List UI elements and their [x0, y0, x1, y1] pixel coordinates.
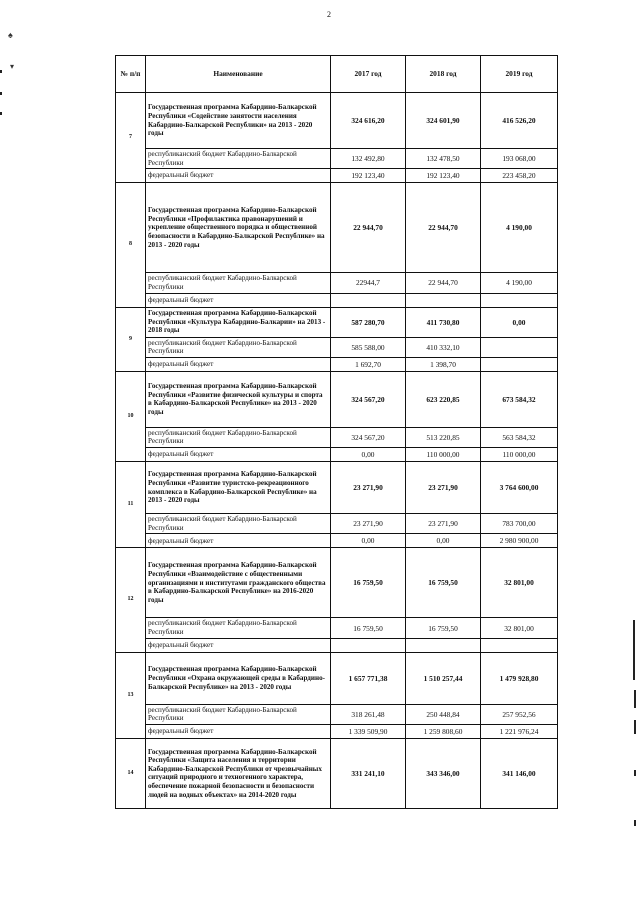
budget-source-value: 23 271,90	[331, 514, 406, 534]
scan-edge-mark	[634, 690, 636, 708]
budget-source-row	[116, 149, 558, 169]
program-total: 331 241,10	[331, 738, 406, 808]
program-name: Государственная программа Кабардино-Балкарской Республики «Профилактика правонарушений и укрепление общественного порядка и общественной безопасности в Кабардино-Балкарской Республике» на 2013 - 2020 годы	[146, 183, 331, 273]
budget-source-value: 4 190,00	[481, 273, 558, 293]
budget-source-value: 585 588,00	[331, 337, 406, 357]
budget-source-value: 23 271,90	[406, 514, 481, 534]
program-row	[116, 652, 558, 704]
program-total: 4 190,00	[481, 183, 558, 273]
budget-source-value: 513 220,85	[406, 427, 481, 447]
program-total: 416 526,20	[481, 93, 558, 149]
table-header-row	[116, 56, 558, 93]
budget-source-value: 1 339 509,90	[331, 724, 406, 738]
header-name: Наименование	[146, 56, 331, 93]
budget-source-value: 132 492,80	[331, 149, 406, 169]
program-row	[116, 371, 558, 427]
program-name: Государственная программа Кабардино-Балкарской Республики «Защита населения и территории Кабардино-Балкарской Республики от чрезвычайных ситуаций природного и техногенного характера, обеспечение пожарной безопасности и безопасности людей на водных объектах» на 2014-2020 годы	[146, 738, 331, 808]
budget-source-value: 132 478,50	[406, 149, 481, 169]
row-number: 11	[116, 462, 146, 548]
table-body	[116, 93, 558, 809]
budget-source-label: федеральный бюджет	[146, 169, 331, 183]
program-name: Государственная программа Кабардино-Балкарской Республики «Культура Кабардино-Балкарии» на 2013 - 2018 годы	[146, 307, 331, 337]
program-total: 22 944,70	[406, 183, 481, 273]
budget-source-row	[116, 337, 558, 357]
budget-source-value	[481, 638, 558, 652]
row-number: 9	[116, 307, 146, 371]
program-row	[116, 462, 558, 514]
header-2017: 2017 год	[331, 56, 406, 93]
program-total: 1 479 928,80	[481, 652, 558, 704]
program-total: 32 801,00	[481, 548, 558, 618]
budget-source-label: республиканский бюджет Кабардино-Балкарской Республики	[146, 618, 331, 638]
program-total: 0,00	[481, 307, 558, 337]
budget-table	[115, 55, 558, 809]
row-number: 14	[116, 738, 146, 808]
program-name: Государственная программа Кабардино-Балкарской Республики «Охрана окружающей среды в Кабардино-Балкарской Республике» на 2013 - 2020 годы	[146, 652, 331, 704]
budget-source-value: 193 068,00	[481, 149, 558, 169]
program-total: 1 657 771,38	[331, 652, 406, 704]
program-total: 673 584,32	[481, 371, 558, 427]
budget-source-row	[116, 724, 558, 738]
budget-source-value: 32 801,00	[481, 618, 558, 638]
budget-source-value: 223 458,20	[481, 169, 558, 183]
budget-source-label: республиканский бюджет Кабардино-Балкарской Республики	[146, 514, 331, 534]
row-number: 10	[116, 371, 146, 461]
scan-edge-mark	[0, 92, 2, 95]
budget-source-value	[481, 337, 558, 357]
program-row	[116, 183, 558, 273]
budget-source-value: 110 000,00	[481, 448, 558, 462]
budget-source-label: федеральный бюджет	[146, 357, 331, 371]
budget-source-value: 0,00	[406, 534, 481, 548]
budget-source-value: 110 000,00	[406, 448, 481, 462]
budget-source-value: 0,00	[331, 534, 406, 548]
program-total: 16 759,50	[331, 548, 406, 618]
budget-source-value: 257 952,56	[481, 704, 558, 724]
program-total: 324 616,20	[331, 93, 406, 149]
budget-source-value	[331, 638, 406, 652]
row-number: 7	[116, 93, 146, 183]
program-total: 324 601,90	[406, 93, 481, 149]
scan-edge-mark	[633, 620, 635, 680]
budget-source-label: федеральный бюджет	[146, 448, 331, 462]
budget-source-value: 1 221 976,24	[481, 724, 558, 738]
budget-source-label: федеральный бюджет	[146, 724, 331, 738]
budget-source-row	[116, 534, 558, 548]
scan-edge-mark	[634, 820, 636, 826]
program-total: 3 764 600,00	[481, 462, 558, 514]
program-total: 16 759,50	[406, 548, 481, 618]
budget-source-value: 192 123,40	[406, 169, 481, 183]
program-name: Государственная программа Кабардино-Балкарской Республики «Содействие занятости населения Кабардино-Балкарской Республики» на 2013 - 2020 годы	[146, 93, 331, 149]
budget-source-label: республиканский бюджет Кабардино-Балкарской Республики	[146, 273, 331, 293]
budget-source-label: федеральный бюджет	[146, 293, 331, 307]
budget-source-row	[116, 638, 558, 652]
program-total: 1 510 257,44	[406, 652, 481, 704]
program-total: 411 730,80	[406, 307, 481, 337]
budget-source-value: 410 332,10	[406, 337, 481, 357]
budget-source-row	[116, 273, 558, 293]
budget-source-row	[116, 293, 558, 307]
budget-source-value: 1 398,70	[406, 357, 481, 371]
budget-source-value: 563 584,32	[481, 427, 558, 447]
program-row	[116, 548, 558, 618]
margin-mark: ▾	[10, 62, 15, 71]
budget-source-row	[116, 704, 558, 724]
program-total: 23 271,90	[331, 462, 406, 514]
budget-source-label: республиканский бюджет Кабардино-Балкарской Республики	[146, 427, 331, 447]
row-number: 13	[116, 652, 146, 738]
row-number: 8	[116, 183, 146, 307]
budget-source-label: республиканский бюджет Кабардино-Балкарской Республики	[146, 149, 331, 169]
budget-source-value: 783 700,00	[481, 514, 558, 534]
header-num: № п/п	[116, 56, 146, 93]
scan-edge-mark	[634, 770, 636, 776]
scan-edge-mark	[0, 112, 2, 115]
program-row	[116, 738, 558, 808]
margin-mark: ♠	[8, 30, 13, 40]
budget-source-row	[116, 448, 558, 462]
budget-source-label: республиканский бюджет Кабардино-Балкарской Республики	[146, 337, 331, 357]
budget-source-row	[116, 427, 558, 447]
row-number: 12	[116, 548, 146, 652]
budget-source-value	[406, 293, 481, 307]
program-total: 22 944,70	[331, 183, 406, 273]
budget-source-row	[116, 514, 558, 534]
program-name: Государственная программа Кабардино-Балкарской Республики «Взаимодействие с общественными организациями и институтами гражданского общества в Кабардино-Балкарской Республике» на 2016-2020 годы	[146, 548, 331, 618]
budget-source-value: 22944,7	[331, 273, 406, 293]
program-total: 23 271,90	[406, 462, 481, 514]
budget-source-row	[116, 357, 558, 371]
program-row	[116, 307, 558, 337]
budget-source-value	[481, 293, 558, 307]
program-name: Государственная программа Кабардино-Балкарской Республики «Развитие физической культуры и спорта в Кабардино-Балкарской Республике» на 2013 - 2020 годы	[146, 371, 331, 427]
program-total: 343 346,00	[406, 738, 481, 808]
budget-source-value: 250 448,84	[406, 704, 481, 724]
budget-source-value: 318 261,48	[331, 704, 406, 724]
budget-source-row	[116, 618, 558, 638]
program-total: 623 220,85	[406, 371, 481, 427]
program-total: 341 146,00	[481, 738, 558, 808]
budget-source-row	[116, 169, 558, 183]
program-name: Государственная программа Кабардино-Балкарской Республики «Развитие туристско-рекреационного комплекса в Кабардино-Балкарской Республике» на 2013 - 2020 годы	[146, 462, 331, 514]
header-2019: 2019 год	[481, 56, 558, 93]
budget-source-value	[481, 357, 558, 371]
budget-source-value: 16 759,50	[406, 618, 481, 638]
header-2018: 2018 год	[406, 56, 481, 93]
budget-source-value	[406, 638, 481, 652]
budget-source-value: 1 259 808,60	[406, 724, 481, 738]
budget-source-label: республиканский бюджет Кабардино-Балкарской Республики	[146, 704, 331, 724]
budget-source-value: 22 944,70	[406, 273, 481, 293]
budget-source-value	[331, 293, 406, 307]
budget-source-value: 16 759,50	[331, 618, 406, 638]
program-total: 324 567,20	[331, 371, 406, 427]
program-row	[116, 93, 558, 149]
budget-source-label: федеральный бюджет	[146, 638, 331, 652]
budget-source-value: 2 980 900,00	[481, 534, 558, 548]
budget-source-value: 1 692,70	[331, 357, 406, 371]
scan-edge-mark	[0, 70, 2, 73]
budget-source-label: федеральный бюджет	[146, 534, 331, 548]
budget-source-value: 0,00	[331, 448, 406, 462]
scan-edge-mark	[634, 720, 636, 734]
program-total: 587 280,70	[331, 307, 406, 337]
budget-source-value: 192 123,40	[331, 169, 406, 183]
budget-source-value: 324 567,20	[331, 427, 406, 447]
page-number: 2	[327, 10, 331, 19]
